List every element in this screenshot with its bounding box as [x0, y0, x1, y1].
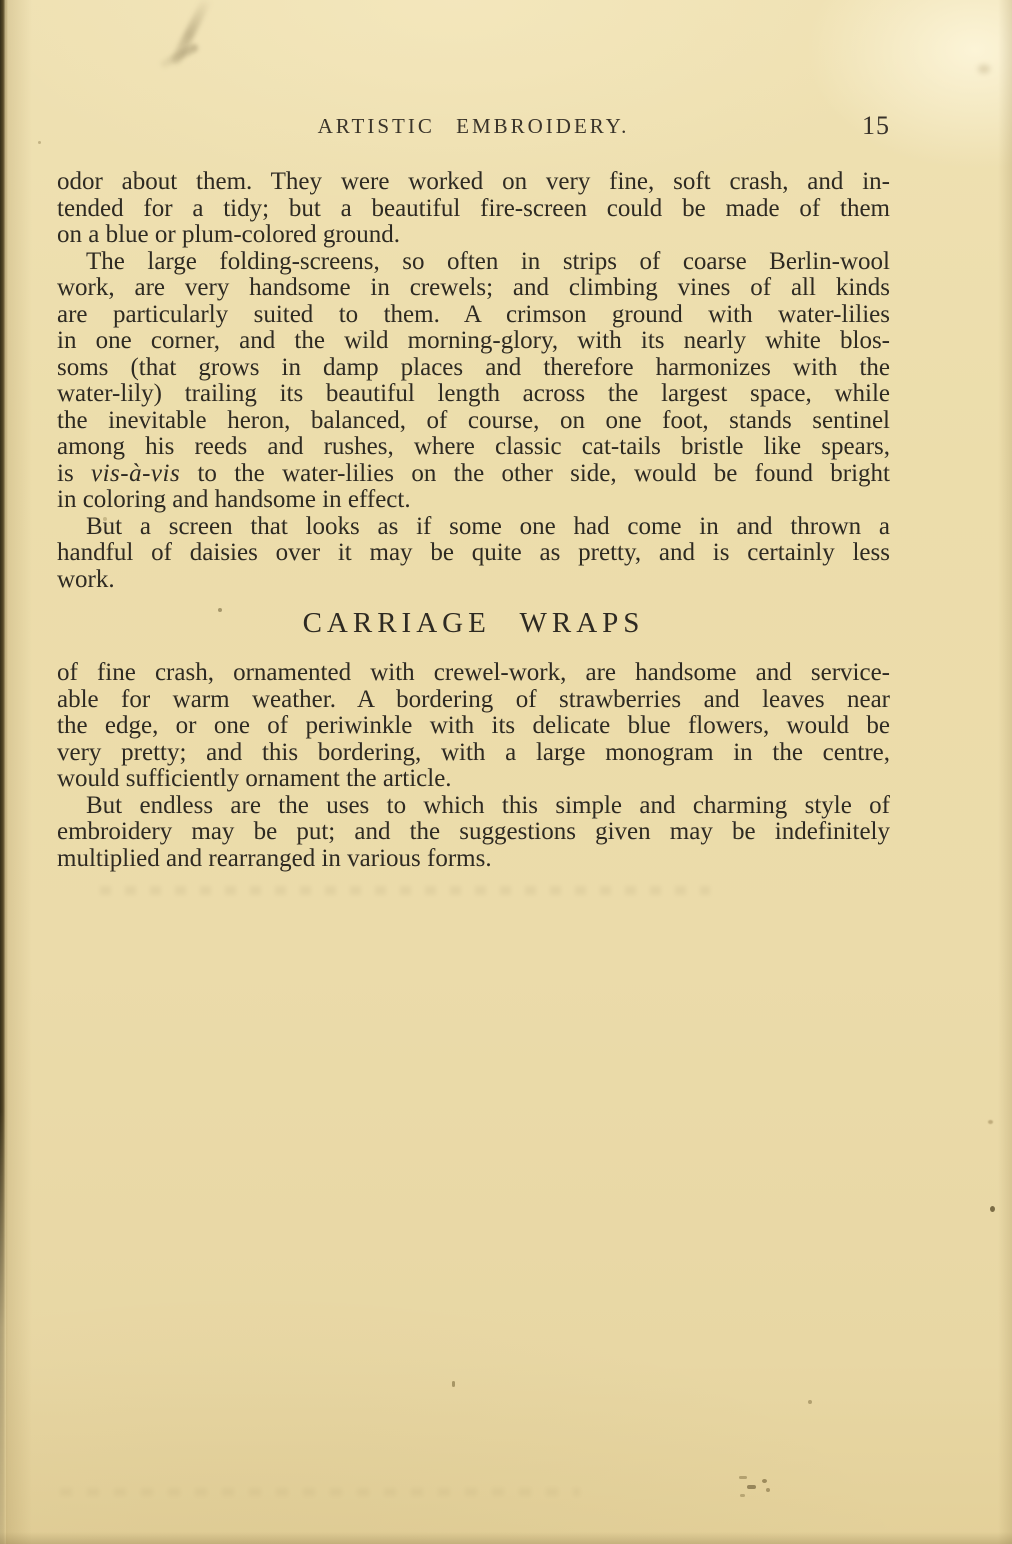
- text-line: among his reeds and rushes, where classic cat-tails bristle like spears,: [57, 433, 890, 460]
- text-line: of fine crash, ornamented with crewel-work, are handsome and service-: [57, 659, 890, 686]
- text-line: the edge, or one of periwinkle with its delicate blue flowers, would be: [57, 712, 890, 739]
- running-head-title: ARTISTIC EMBROIDERY.: [317, 114, 630, 138]
- text-line: embroidery may be put; and the suggestions given may be indefinitely: [57, 818, 890, 845]
- body-text-after-heading: [57, 660, 890, 872]
- text-line: in one corner, and the wild morning-glory, with its nearly white blos-: [57, 327, 890, 354]
- foxing-speck: [766, 1488, 770, 1492]
- text-line: water-lily) trailing its beautiful length across the largest space, while: [57, 380, 890, 407]
- text-line: are particularly suited to them. A crimson ground with water-lilies: [57, 300, 890, 328]
- foxing-speck: [988, 1120, 993, 1124]
- foxing-speck: [103, 517, 107, 521]
- left-edge-shadow: [6, 0, 32, 1544]
- foxing-speck: [452, 1381, 455, 1387]
- text-line: in coloring and handsome in effect.: [57, 486, 411, 513]
- section-heading: CARRIAGE WRAPS: [302, 607, 645, 639]
- paper-blemish: [975, 62, 993, 76]
- text-line: odor about them. They were worked on very fine, soft crash, and in-: [57, 168, 890, 195]
- text-line: multiplied and rearranged in various forms.: [57, 844, 492, 872]
- text-line: soms (that grows in damp places and therefore harmonizes with the: [57, 353, 890, 381]
- foxing-speck: [990, 1206, 995, 1212]
- foxing-speck: [808, 1400, 812, 1404]
- text-line: work.: [57, 565, 115, 593]
- text-line: The large folding-screens, so often in strips of coarse Berlin-wool: [86, 247, 890, 275]
- foxing-speck: [38, 141, 41, 144]
- text-line: able for warm weather. A bordering of strawberries and leaves near: [57, 685, 890, 713]
- text-line: work, are very handsome in crewels; and climbing vines of all kinds: [57, 274, 890, 301]
- foxing-speck: [740, 1494, 745, 1497]
- page-header: [57, 111, 890, 148]
- body-text-before-heading: [57, 169, 890, 593]
- bottom-edge-shadow: [0, 1532, 1012, 1544]
- text-line: on a blue or plum-colored ground.: [57, 221, 400, 248]
- reverse-page-ghosting: [60, 1488, 580, 1496]
- reverse-page-ghosting: [100, 886, 710, 895]
- text-line: the inevitable heron, balanced, of course, on one foot, stands sentinel: [57, 406, 890, 434]
- right-edge-shadow: [998, 0, 1012, 1544]
- text-line: is vis-à-vis to the water-lilies on the other side, would be found bright: [57, 459, 890, 487]
- foxing-speck: [739, 1476, 747, 1479]
- foxing-speck: [747, 1485, 756, 1489]
- text-line: tended for a tidy; but a beautiful fire-screen could be made of them: [57, 194, 890, 222]
- text-line: But endless are the uses to which this simple and charming style of: [86, 791, 890, 819]
- text-line: very pretty; and this bordering, with a large monogram in the centre,: [57, 738, 890, 766]
- foxing-speck: [218, 608, 222, 612]
- foxing-speck: [762, 1479, 767, 1483]
- text-line: would sufficiently ornament the article.: [57, 765, 452, 792]
- text-line: handful of daisies over it may be quite as pretty, and is certainly less: [57, 539, 890, 566]
- text-line: But a screen that looks as if some one had come in and thrown a: [86, 512, 890, 540]
- page-number: 15: [862, 111, 890, 140]
